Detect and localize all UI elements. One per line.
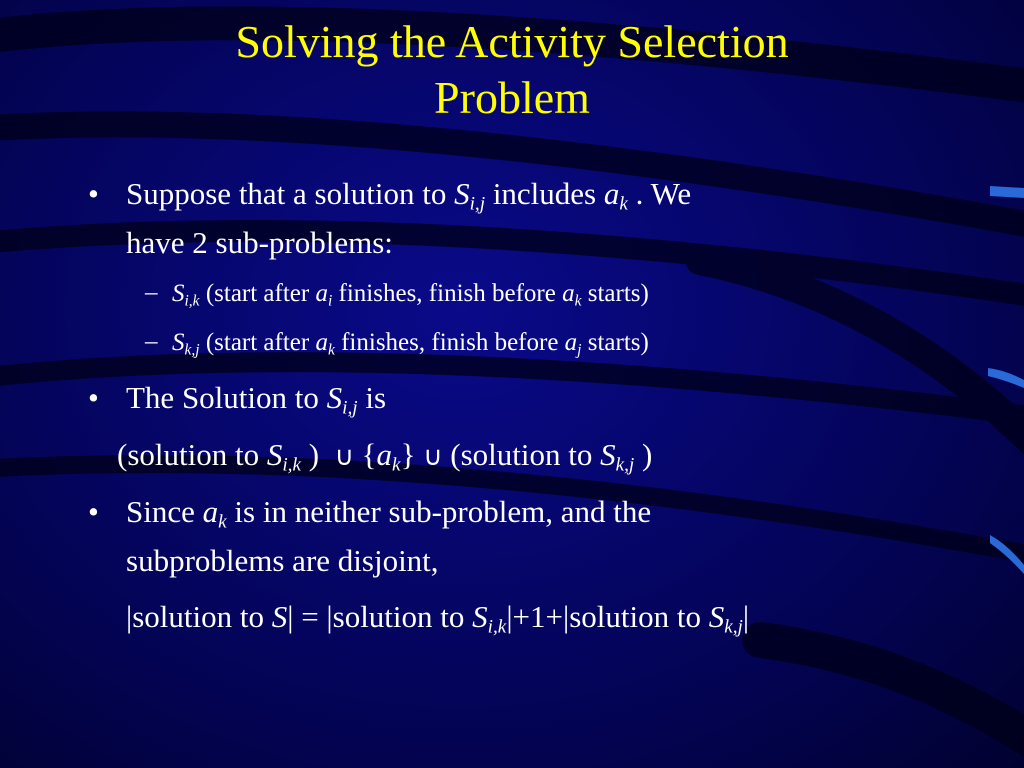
bullet-marker: • <box>88 176 99 211</box>
union-symbol: ∪ <box>423 442 443 472</box>
bullet-3-line-1: Since ak is in neither sub-problem, and the <box>126 494 652 533</box>
union-symbol: ∪ <box>334 442 354 472</box>
bullet-1-line-1: Suppose that a solution to Si,j includes ak . We <box>126 176 692 215</box>
sub-bullet-2: Sk,j (start after ak finishes, finish before aj starts) <box>172 329 649 359</box>
bullet-3-line-2: subproblems are disjoint, <box>126 543 439 578</box>
bullet-2: The Solution to Si,j is <box>126 380 387 419</box>
bullet-1-line-2: have 2 sub-problems: <box>126 225 393 260</box>
sub-bullet-1: Si,k (start after ai finishes, finish before ak starts) <box>172 280 649 310</box>
bullet-marker: • <box>88 494 99 529</box>
title-line-2: Problem <box>434 72 590 123</box>
formula-cardinality: |solution to S| = |solution to Si,k|+1+|solution to Sk,j| <box>126 599 750 638</box>
dash-marker: – <box>145 328 158 355</box>
bullet-marker: • <box>88 380 99 415</box>
dash-marker: – <box>145 279 158 306</box>
formula-union: (solution to Si,k ) ∪ {ak} ∪ (solution to Sk,j ) <box>117 437 653 476</box>
title-line-1: Solving the Activity Selection <box>235 16 789 67</box>
